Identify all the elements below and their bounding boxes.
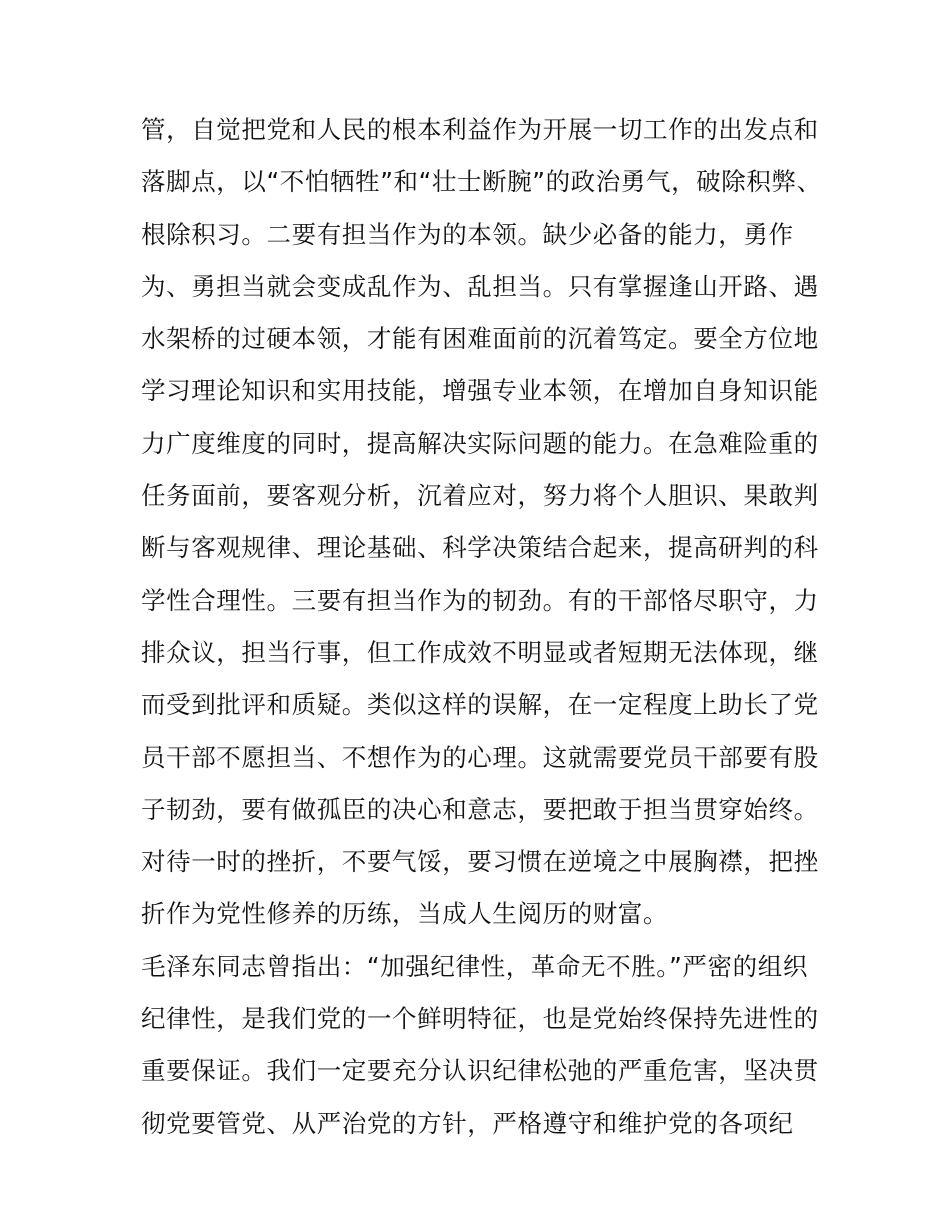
text-line: 根除积习。二要有担当作为的本领。缺少必备的能力，勇作 [141, 219, 794, 249]
text-line: 水架桥的过硬本领，才能有困难面前的沉着笃定。要全方位地 [141, 324, 819, 354]
text-line: 力广度维度的同时，提高解决实际问题的能力。在急难险重的 [141, 428, 819, 458]
paragraph-start-line: 毛泽东同志曾指出：“加强纪律性，革命无不胜。”严密的组织 [141, 951, 808, 981]
text-line: 折作为党性修养的历练，当成人生阅历的财富。 [141, 899, 669, 929]
text-line: 子韧劲，要有做孤臣的决心和意志，要把敢于担当贯穿始终。 [141, 794, 819, 824]
text-line: 为、勇担当就会变成乱作为、乱担当。只有掌握逢山开路、遇 [141, 271, 819, 301]
text-line: 学习理论知识和实用技能，增强专业本领，在增加自身知识能 [141, 376, 819, 406]
body-text [141, 104, 821, 1150]
text-line: 管，自觉把党和人民的根本利益作为开展一切工作的出发点和 [141, 115, 819, 144]
text-line: 对待一时的挫折，不要气馁，要习惯在逆境之中展胸襟，把挫 [141, 847, 819, 877]
text-line: 学性合理性。三要有担当作为的韧劲。有的干部恪尽职守，力 [141, 585, 819, 615]
text-line: 落脚点，以“不怕牺牲”和“壮士断腕”的政治勇气，破除积弊、 [141, 167, 822, 197]
text-line: 断与客观规律、理论基础、科学决策结合起来，提高研判的科 [141, 533, 819, 563]
text-line: 排众议，担当行事，但工作成效不明显或者短期无法体现，继 [141, 637, 819, 667]
text-line: 彻党要管党、从严治党的方针，严格遵守和维护党的各项纪 [141, 1108, 794, 1138]
text-line: 任务面前，要客观分析，沉着应对，努力将个人胆识、果敢判 [141, 481, 819, 511]
text-line: 员干部不愿担当、不想作为的心理。这就需要党员干部要有股 [141, 742, 819, 772]
text-line: 重要保证。我们一定要充分认识纪律松弛的严重危害，坚决贯 [141, 1056, 819, 1086]
text-line: 纪律性，是我们党的一个鲜明特征，也是党始终保持先进性的 [141, 1004, 819, 1034]
text-line: 而受到批评和质疑。类似这样的误解，在一定程度上助长了党 [141, 690, 819, 720]
